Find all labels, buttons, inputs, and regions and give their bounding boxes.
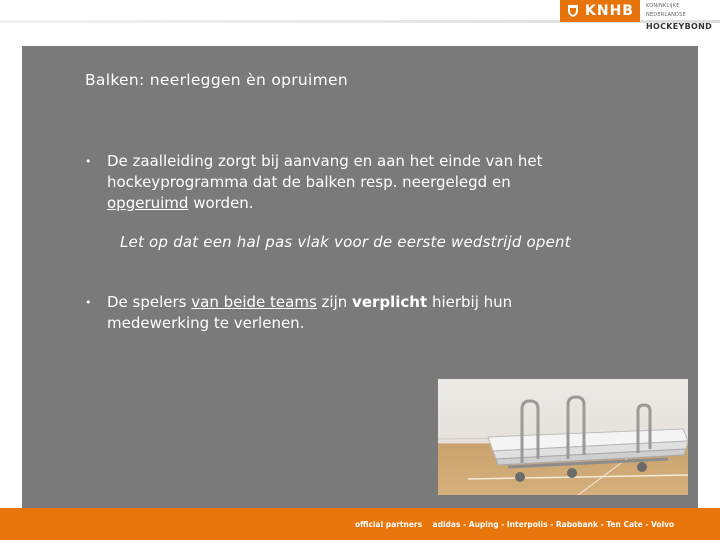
org-name [646, 2, 720, 31]
bullet-1-line-3 [107, 193, 667, 214]
beam-cart-photo [438, 379, 688, 495]
bullet-1 [85, 151, 667, 214]
b2-part1: De spelers [107, 293, 192, 311]
b2-part3: zijn [316, 293, 353, 311]
slide-title: Balken: neerleggen èn opruimen [85, 71, 349, 89]
note-text: Let op dat een hal pas vlak voor de eerste wedstrijd opent [120, 233, 571, 251]
bullet-2-line-1 [107, 292, 647, 313]
shield-icon [566, 4, 580, 18]
bullet-2-line-2: medewerking te verlenen. [107, 314, 305, 332]
underlined-word: opgeruimd [107, 194, 189, 212]
partners-text [355, 520, 674, 529]
partners-list: adidas - Auping - Interpolis - Rabobank - Ten Cate - Volvo [432, 520, 675, 529]
footer-bar [0, 508, 720, 540]
b2-bold: verplicht [352, 293, 428, 311]
bullet-marker: • [85, 296, 92, 309]
partners-label: official partners [355, 520, 423, 529]
b2-underlined: van beide teams [191, 293, 317, 311]
knhb-logo [560, 0, 640, 22]
bullet-1-line-1: De zaalleiding zorgt bij aanvang en aan het einde van het [107, 152, 543, 170]
bullet-1-line-2: hockeyprogramma dat de balken resp. neergelegd en [107, 173, 511, 191]
b2-part5: hierbij hun [427, 293, 513, 311]
bullet-marker: • [85, 155, 92, 168]
org-line2: HOCKEYBOND [646, 22, 713, 31]
bullet-2 [85, 292, 647, 334]
brand-text: KNHB [585, 3, 634, 19]
bullet-1-line-3-rest: worden. [188, 194, 254, 212]
org-line1: KONINKLIJKE NEDERLANDSE [646, 3, 686, 18]
